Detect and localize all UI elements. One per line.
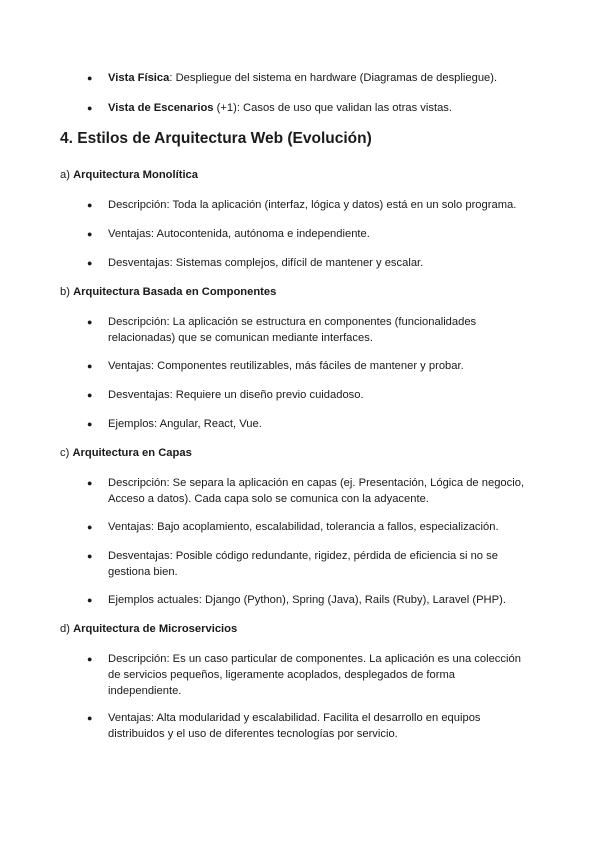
list-item: Ventajas: Componentes reutilizables, más fáciles de mantener y probar.	[108, 360, 464, 372]
bullet-icon: ●	[87, 522, 93, 532]
subsection-prefix: a)	[60, 169, 74, 181]
list-item: Ejemplos actuales: Django (Python), Spring (Java), Rails (Ruby), Laravel (PHP).	[108, 594, 506, 606]
list-item: Descripción: Es un caso particular de componentes. La aplicación es una colección de servicios pequeños, ligeramente acoplados, desplegados de forma independiente.	[108, 653, 521, 697]
list-item: Descripción: Toda la aplicación (interfaz, lógica y datos) está en un solo programa.	[108, 199, 517, 211]
section-heading: 4. Estilos de Arquitectura Web (Evolución)	[60, 130, 372, 147]
list-item: Desventajas: Sistemas complejos, difícil de mantener y escalar.	[108, 257, 424, 269]
bullet-icon: ●	[87, 551, 93, 561]
subsection-heading	[60, 167, 198, 183]
list-item-text: : Despliegue del sistema en hardware (Diagramas de despliegue).	[169, 72, 498, 84]
subsection-prefix: d)	[60, 623, 74, 635]
bullet-icon: ●	[87, 103, 93, 113]
subsection-prefix: c)	[60, 447, 73, 459]
bullet-icon: ●	[87, 317, 93, 327]
subsection-prefix: b)	[60, 286, 74, 298]
list-item: Ventajas: Bajo acoplamiento, escalabilidad, tolerancia a fallos, especialización.	[108, 521, 499, 533]
subsection-heading	[60, 445, 192, 461]
subsection-heading	[60, 284, 276, 300]
bullet-icon: ●	[87, 200, 93, 210]
list-item: Desventajas: Posible código redundante, rigidez, pérdida de eficiencia si no se gestiona bien.	[108, 550, 498, 578]
subsection-title: Arquitectura Monolítica	[73, 169, 198, 181]
list-item	[108, 70, 528, 86]
list-item: Desventajas: Requiere un diseño previo cuidadoso.	[108, 389, 364, 401]
bullet-icon: ●	[87, 361, 93, 371]
list-item	[108, 100, 528, 116]
subsection-title: Arquitectura Basada en Componentes	[73, 286, 277, 298]
bullet-icon: ●	[87, 713, 93, 723]
list-item: Ventajas: Alta modularidad y escalabilidad. Facilita el desarrollo en equipos distribuidos y el uso de diferentes tecnologías por servicio.	[108, 712, 481, 740]
list-item-term: Vista de Escenarios	[108, 102, 214, 114]
list-item: Ejemplos: Angular, React, Vue.	[108, 418, 262, 430]
list-item-text: (+1): Casos de uso que validan las otras vistas.	[213, 102, 452, 114]
list-item: Ventajas: Autocontenida, autónoma e independiente.	[108, 228, 370, 240]
subsection-heading	[60, 621, 237, 637]
bullet-icon: ●	[87, 390, 93, 400]
subsection-title: Arquitectura de Microservicios	[73, 623, 238, 635]
bullet-icon: ●	[87, 419, 93, 429]
bullet-icon: ●	[87, 654, 93, 664]
bullet-icon: ●	[87, 478, 93, 488]
subsection-title: Arquitectura en Capas	[72, 447, 192, 459]
bullet-icon: ●	[87, 73, 93, 83]
bullet-icon: ●	[87, 229, 93, 239]
list-item: Descripción: La aplicación se estructura en componentes (funcionalidades relacionadas) que se comunican mediante interfaces.	[108, 316, 477, 344]
list-item-term: Vista Física	[108, 72, 170, 84]
bullet-icon: ●	[87, 258, 93, 268]
bullet-icon: ●	[87, 595, 93, 605]
list-item: Descripción: Se separa la aplicación en capas (ej. Presentación, Lógica de negocio, Acceso a datos). Cada capa solo se comunica con la adyacente.	[108, 477, 525, 505]
